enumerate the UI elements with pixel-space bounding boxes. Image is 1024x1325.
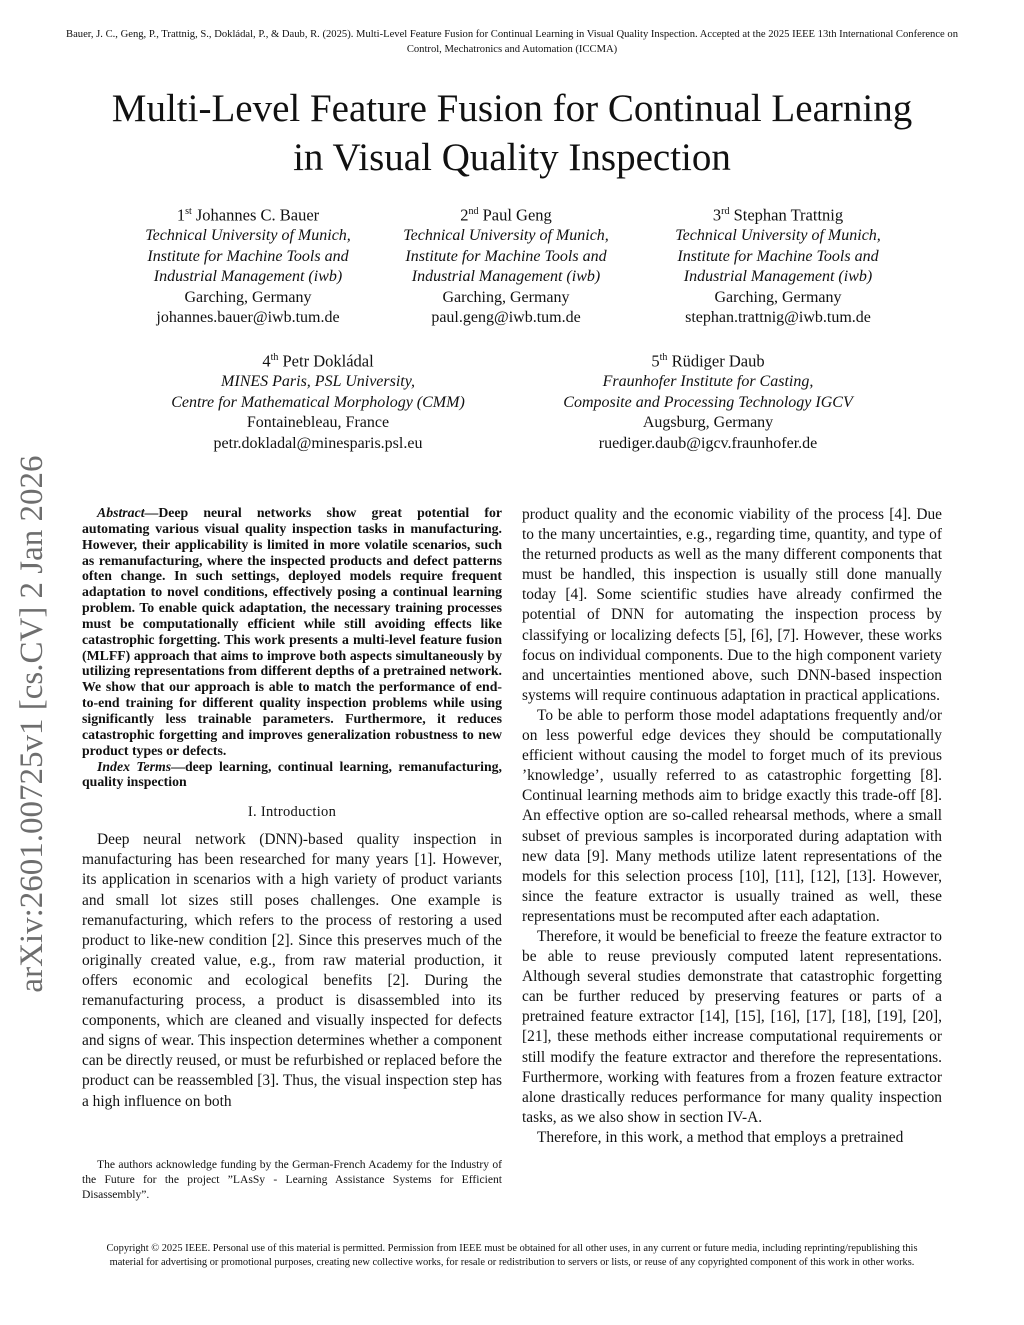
author-name: 5th Rüdiger Daub: [651, 351, 765, 371]
author-name: 3rd Stephan Trattnig: [712, 205, 844, 225]
index-terms-label: Index Terms: [97, 758, 172, 774]
footnote-text: The authors acknowledge funding by the German-French Academy for the Industry of the Future for the project ”LAsSy - Learning Assistance Systems for Efficient Disassembly”.: [82, 1158, 502, 1201]
footnote: [82, 1157, 502, 1202]
author-block-3: [628, 202, 928, 329]
section-heading: I. Introduction: [247, 804, 337, 821]
body-paragraph: Therefore, in this work, a method that employs a pretrained: [537, 1128, 904, 1146]
right-column: [522, 505, 942, 1148]
author-name: 1st Johannes C. Bauer: [176, 205, 320, 225]
author-affiliation: MINES Paris, PSL University,: [221, 373, 415, 391]
copyright-notice: Copyright © 2025 IEEE. Personal use of this material is permitted. Permission from IEEE must be obtained for all other uses, in any current or future media, including reprinting/republishing this material for advertising or promotional purposes, creating new collective works, for resale or redistribution to servers or lists, or reuse of any copyrighted component of this work in other works.: [106, 1243, 918, 1268]
header-citation-note: Bauer, J. C., Geng, P., Trattnig, S., Dokládal, P., & Daub, R. (2025). Multi-Level Feature Fusion for Continual Learning in Visual Quality Inspection. Accepted at the 2025 IEEE 13th International Conference on Control, Mechatronics and Automation (ICCMA): [66, 29, 958, 55]
author-affiliation: Composite and Processing Technology IGCV: [563, 393, 853, 411]
author-affiliation: Industrial Management (iwb): [683, 268, 873, 286]
author-email: ruediger.daub@igcv.fraunhofer.de: [598, 434, 818, 452]
author-email: stephan.trattnig@iwb.tum.de: [685, 309, 871, 327]
author-block-5: [528, 348, 888, 454]
abstract: [82, 505, 502, 790]
body-paragraph: Deep neural network (DNN)-based quality inspection in manufacturing has been researched for many years [1]. However, its application in scenarios with a high variety of product variants and small lot sizes still poses challenges. One example is remanufacturing, which refers to the process of restoring a used product to like-new condition [2]. Since this preserves much of the originally created value, e.g., from raw material production, it offers economic and ecological benefits [2]. During the remanufacturing process, a product is disassembled into its components, which are cleaned and visually inspected for defects and signs of wear. This inspection determines whether a component can be directly reused, or must be refurbished or replaced before the product can be reassembled [3]. Thus, the visual inspection step has a high influence on both: [82, 831, 502, 1110]
author-affiliation: Technical University of Munich,: [675, 227, 881, 245]
author-block-4: [138, 348, 498, 454]
author-location: Garching, Germany: [442, 288, 570, 306]
title-line-1: Multi-Level Feature Fusion for Continual Learning: [111, 87, 913, 130]
abstract-text: —Deep neural networks show great potential for automating various visual quality inspection tasks in manufacturing. However, their applicability is limited in more volatile scenarios, such as remanufacturing, where the inspected products and defect patterns often change. In such settings, deployed models require frequent adaptation to novel conditions, effectively posing a continual learning problem. To enable quick adaptation, the necessary training processes must be computationally efficient while still avoiding effects like catastrophic forgetting. This work presents a multi-level feature fusion (MLFF) approach that aims to improve both aspects simultaneously by utilizing representations from different depths of a pretrained network. We show that our approach is able to match the performance of end-to-end training for different quality inspection problems while using significantly less trainable parameters. Furthermore, it reduces catastrophic forgetting and improves generalization robustness to new product types or defects.: [82, 505, 502, 758]
abstract-label: Abstract: [97, 505, 145, 520]
body-paragraph: To be able to perform those model adaptations frequently and/or on less powerful edge devices they should be computationally efficient without causing the model to forget much of its previous ’knowledge’, usually referred to as catastrophic forgetting [8]. Continual learning methods aim to bridge exactly this trade-off [8]. An effective option are so-called rehearsal methods, where a small subset of previous samples is incorporated during adaptation with new data [9]. Many methods utilize latent representations of the models for this selection process [10], [11], [12], [13]. However, since the feature extractor is usually trained as well, these representations must be recomputed after each adaptation.: [522, 706, 942, 925]
left-column: [82, 505, 502, 1112]
body-paragraph: product quality and the economic viability of the process [4]. Due to the many uncertainties, e.g., regarding time, quantity, and type of the returned products as well as the many different components that must be handled, this inspection is usually still done manually today [4]. Some scientific studies have already confirmed the potential of DNN for automating the inspection process by classifying or localizing defects [5], [6], [7]. However, these works focus on individual components. Due to the high component variety and uncertainties mentioned above, such DNN-based inspection systems will require continuous adaptation in practical applications.: [522, 506, 942, 704]
author-affiliation: Institute for Machine Tools and: [677, 247, 879, 265]
author-email: petr.dokladal@minesparis.psl.eu: [213, 434, 423, 452]
author-affiliation: Technical University of Munich,: [145, 227, 351, 245]
author-affiliation: Industrial Management (iwb): [411, 268, 601, 286]
author-affiliation: Institute for Machine Tools and: [147, 247, 349, 265]
author-affiliation: Technical University of Munich,: [403, 227, 609, 245]
author-location: Augsburg, Germany: [642, 414, 774, 432]
paper-title: [40, 84, 984, 182]
author-block-2: [356, 202, 656, 329]
author-name: 4th Petr Dokládal: [262, 351, 374, 371]
author-affiliation: Industrial Management (iwb): [153, 268, 343, 286]
author-block-1: [98, 202, 398, 329]
author-name: 2nd Paul Geng: [460, 205, 552, 225]
author-location: Fontainebleau, France: [246, 414, 390, 432]
author-location: Garching, Germany: [184, 288, 312, 306]
author-affiliation: Institute for Machine Tools and: [405, 247, 607, 265]
author-affiliation: Centre for Mathematical Morphology (CMM): [171, 393, 465, 411]
author-affiliation: Fraunhofer Institute for Casting,: [602, 373, 814, 391]
arxiv-side-identifier: arXiv:2601.00725v1 [cs.CV] 2 Jan 2026: [14, 455, 50, 993]
author-location: Garching, Germany: [714, 288, 842, 306]
author-email: johannes.bauer@iwb.tum.de: [156, 309, 340, 327]
index-terms-text: —deep learning, continual learning, remanufacturing, quality inspection: [82, 758, 503, 790]
title-line-2: in Visual Quality Inspection: [293, 136, 731, 179]
body-paragraph: Therefore, it would be beneficial to freeze the feature extractor to be able to reuse previously computed latent representations. Although several studies demonstrate that catastrophic forgetting can be further reduced by preserving features or parts of a pretrained feature extractor [14], [15], [16], [17], [18], [19], [20], [21], these methods either increase computational requirements or still modify the feature extractor and therefore the representations. Furthermore, working with features from a frozen feature extractor alone drastically reduces performance for many quality inspection tasks, as we also show in section IV-A.: [522, 927, 942, 1126]
author-email: paul.geng@iwb.tum.de: [431, 309, 581, 327]
